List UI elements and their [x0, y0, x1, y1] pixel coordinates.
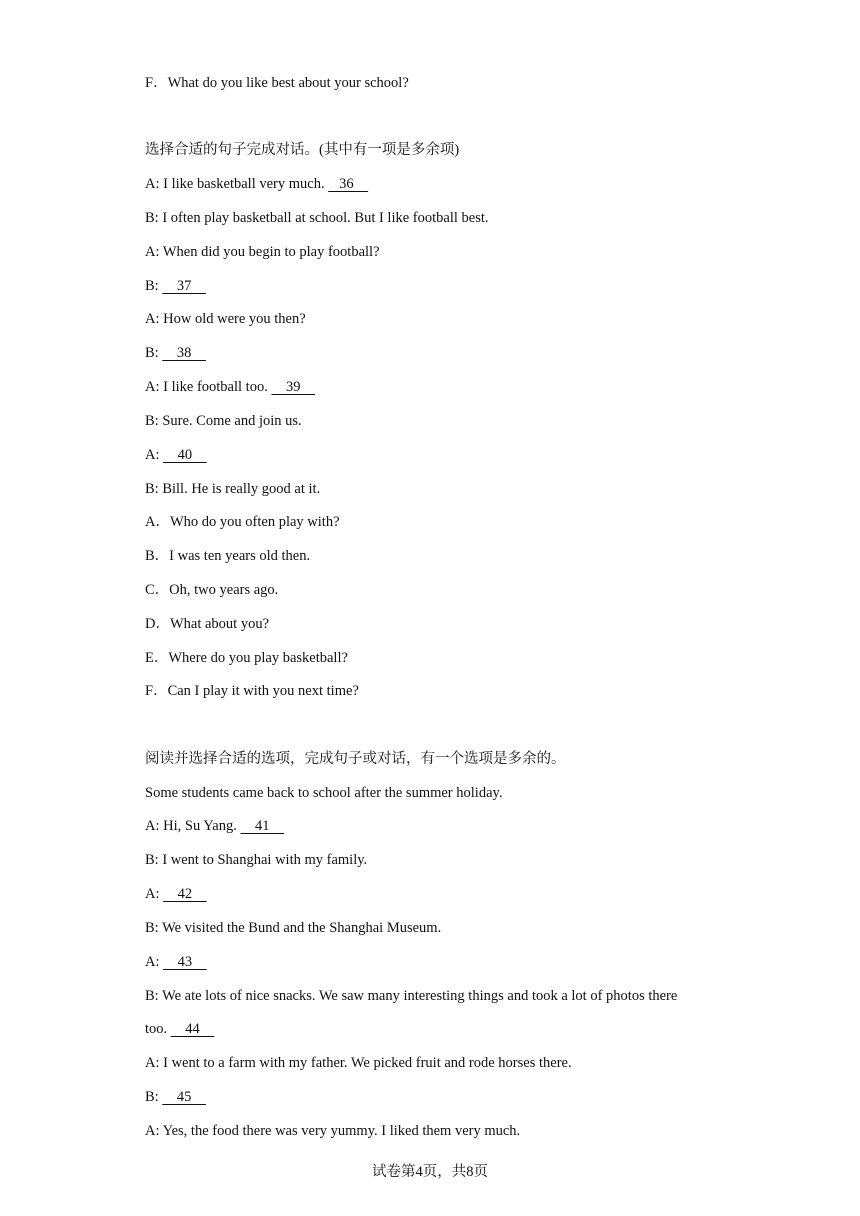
option-c: C．Oh, two years ago. [145, 582, 279, 598]
dialog-line: A: When did you begin to play football? [145, 244, 380, 260]
dialog-line: A: I like football too. 39 [145, 379, 315, 395]
blank-38: 38 [162, 345, 206, 361]
dialog-line: B: I often play basketball at school. But I like football best. [145, 210, 489, 226]
dialog-line: A: Yes, the food there was very yummy. I liked them very much. [145, 1123, 521, 1139]
blank-43: 43 [163, 954, 207, 970]
dialog-line: B: Sure. Come and join us. [145, 413, 302, 429]
dialog-line: A: 43 [145, 954, 207, 970]
dialog-line: B: I went to Shanghai with my family. [145, 852, 368, 868]
passage-intro: Some students came back to school after the summer holiday. [145, 785, 503, 801]
blank-41: 41 [240, 818, 284, 834]
dialog-line: B: 45 [145, 1089, 206, 1105]
dialog-line: B: 37 [145, 278, 206, 294]
option-d: D．What about you? [145, 616, 270, 632]
option-f: F．Can I play it with you next time? [145, 683, 359, 699]
dialog-line: too. 44 [145, 1021, 215, 1037]
section-instruction: 阅读并选择合适的选项，完成句子或对话，有一个选项是多余的。 [145, 751, 566, 767]
dialog-line: B: 38 [145, 345, 206, 361]
blank-45: 45 [162, 1089, 206, 1105]
dialog-line: A: How old were you then? [145, 311, 306, 327]
dialog-line: A: Hi, Su Yang. 41 [145, 818, 284, 834]
blank-44: 44 [170, 1021, 215, 1037]
option-f: F．What do you like best about your school? [145, 75, 409, 91]
dialog-line: A: 42 [145, 886, 207, 902]
option-a: A．Who do you often play with? [145, 514, 340, 530]
blank-39: 39 [271, 379, 315, 395]
dialog-line: B: We visited the Bund and the Shanghai Museum. [145, 920, 442, 936]
blank-40: 40 [163, 447, 207, 463]
dialog-line: A: I went to a farm with my father. We picked fruit and rode horses there. [145, 1055, 572, 1071]
blank-36: 36 [328, 176, 369, 192]
dialog-line: A: 40 [145, 447, 207, 463]
option-e: E．Where do you play basketball? [145, 650, 348, 666]
blank-37: 37 [162, 278, 206, 294]
dialog-line: B: We ate lots of nice snacks. We saw many interesting things and took a lot of photos there [145, 988, 678, 1004]
dialog-line: B: Bill. He is really good at it. [145, 481, 321, 497]
page-footer: 试卷第4页，共8页 [372, 1164, 488, 1180]
option-b: B．I was ten years old then. [145, 548, 311, 564]
section-instruction: 选择合适的句子完成对话。(其中有一项是多余项) [145, 142, 460, 158]
blank-42: 42 [163, 886, 207, 902]
dialog-line: A: I like basketball very much. 36 [145, 176, 369, 192]
